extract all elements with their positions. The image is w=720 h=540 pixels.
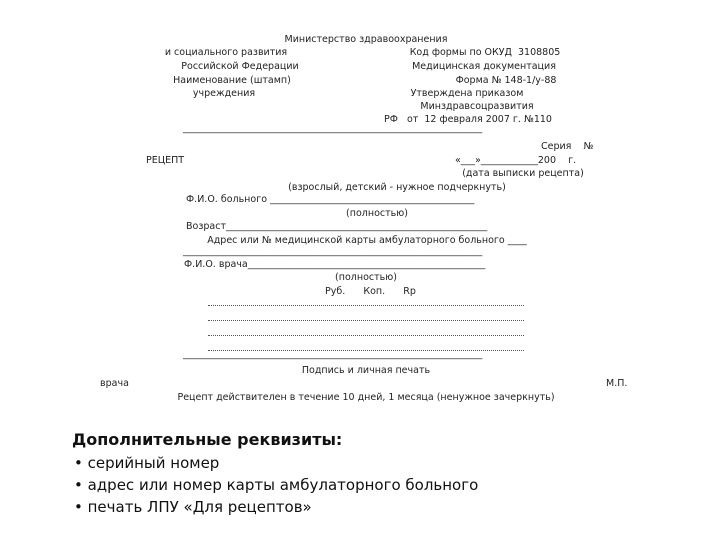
extra-item-stamp: • печать ЛПУ «Для рецептов» <box>74 498 312 516</box>
recipe-label: РЕЦЕПТ <box>146 155 185 166</box>
stamp-label: М.П. <box>606 378 628 389</box>
institution-label: учреждения <box>192 88 256 99</box>
doctor-full-caption: (полностью) <box>335 272 397 283</box>
ministry-line-1: Министерство здравоохранения <box>284 34 448 45</box>
medical-docs-label: Медицинская документация <box>412 61 556 72</box>
ministry-abbrev: Минздравсоцразвития <box>420 101 534 112</box>
approved-by-order: Утверждена приказом <box>410 88 524 99</box>
bottom-rule: _______________________________________________________________ <box>183 349 483 360</box>
full-name-caption: (полностью) <box>346 208 408 219</box>
doctor-name-line: Ф.И.О. врача__________________________________________________ <box>184 259 486 270</box>
doctor-label: врача <box>100 378 129 389</box>
ministry-line-2: и социального развития <box>164 47 288 58</box>
date-line: «___»____________200 г. <box>455 155 577 166</box>
currency-labels: Руб. Коп. Rp <box>325 286 416 297</box>
address-line: Адрес или № медицинской карты амбулаторного больного ____ <box>207 235 527 246</box>
okud-code: Код формы по ОКУД 3108805 <box>409 47 561 58</box>
top-rule: _______________________________________________________________ <box>183 123 483 134</box>
extra-title: Дополнительные реквизиты: <box>72 430 343 449</box>
prescription-line <box>208 320 524 321</box>
form-number: Форма № 148-1/у-88 <box>455 75 557 86</box>
extra-item-address: • адрес или номер карты амбулаторного больного <box>74 476 479 494</box>
institution-stamp-label: Наименование (штамп) <box>173 75 291 86</box>
patient-name-line: Ф.И.О. больного ___________________________________________ <box>186 194 475 205</box>
date-caption: (дата выписки рецепта) <box>462 168 584 179</box>
prescription-line <box>208 305 524 306</box>
prescription-line <box>208 335 524 336</box>
validity-note: Рецепт действителен в течение 10 дней, 1 месяца (ненужное зачеркнуть) <box>177 392 555 403</box>
age-line: Возраст_______________________________________________________ <box>186 221 488 232</box>
ministry-line-3: Российской Федерации <box>181 61 299 72</box>
address-rule: _______________________________________________________________ <box>183 246 483 257</box>
extra-item-serial: • серийный номер <box>74 454 220 472</box>
signature-caption: Подпись и личная печать <box>301 365 431 376</box>
series-number: Серия № <box>541 141 594 152</box>
patient-type: (взрослый, детский - нужное подчеркнуть) <box>288 182 506 193</box>
order-date: РФ от 12 февраля 2007 г. №110 <box>384 114 552 125</box>
